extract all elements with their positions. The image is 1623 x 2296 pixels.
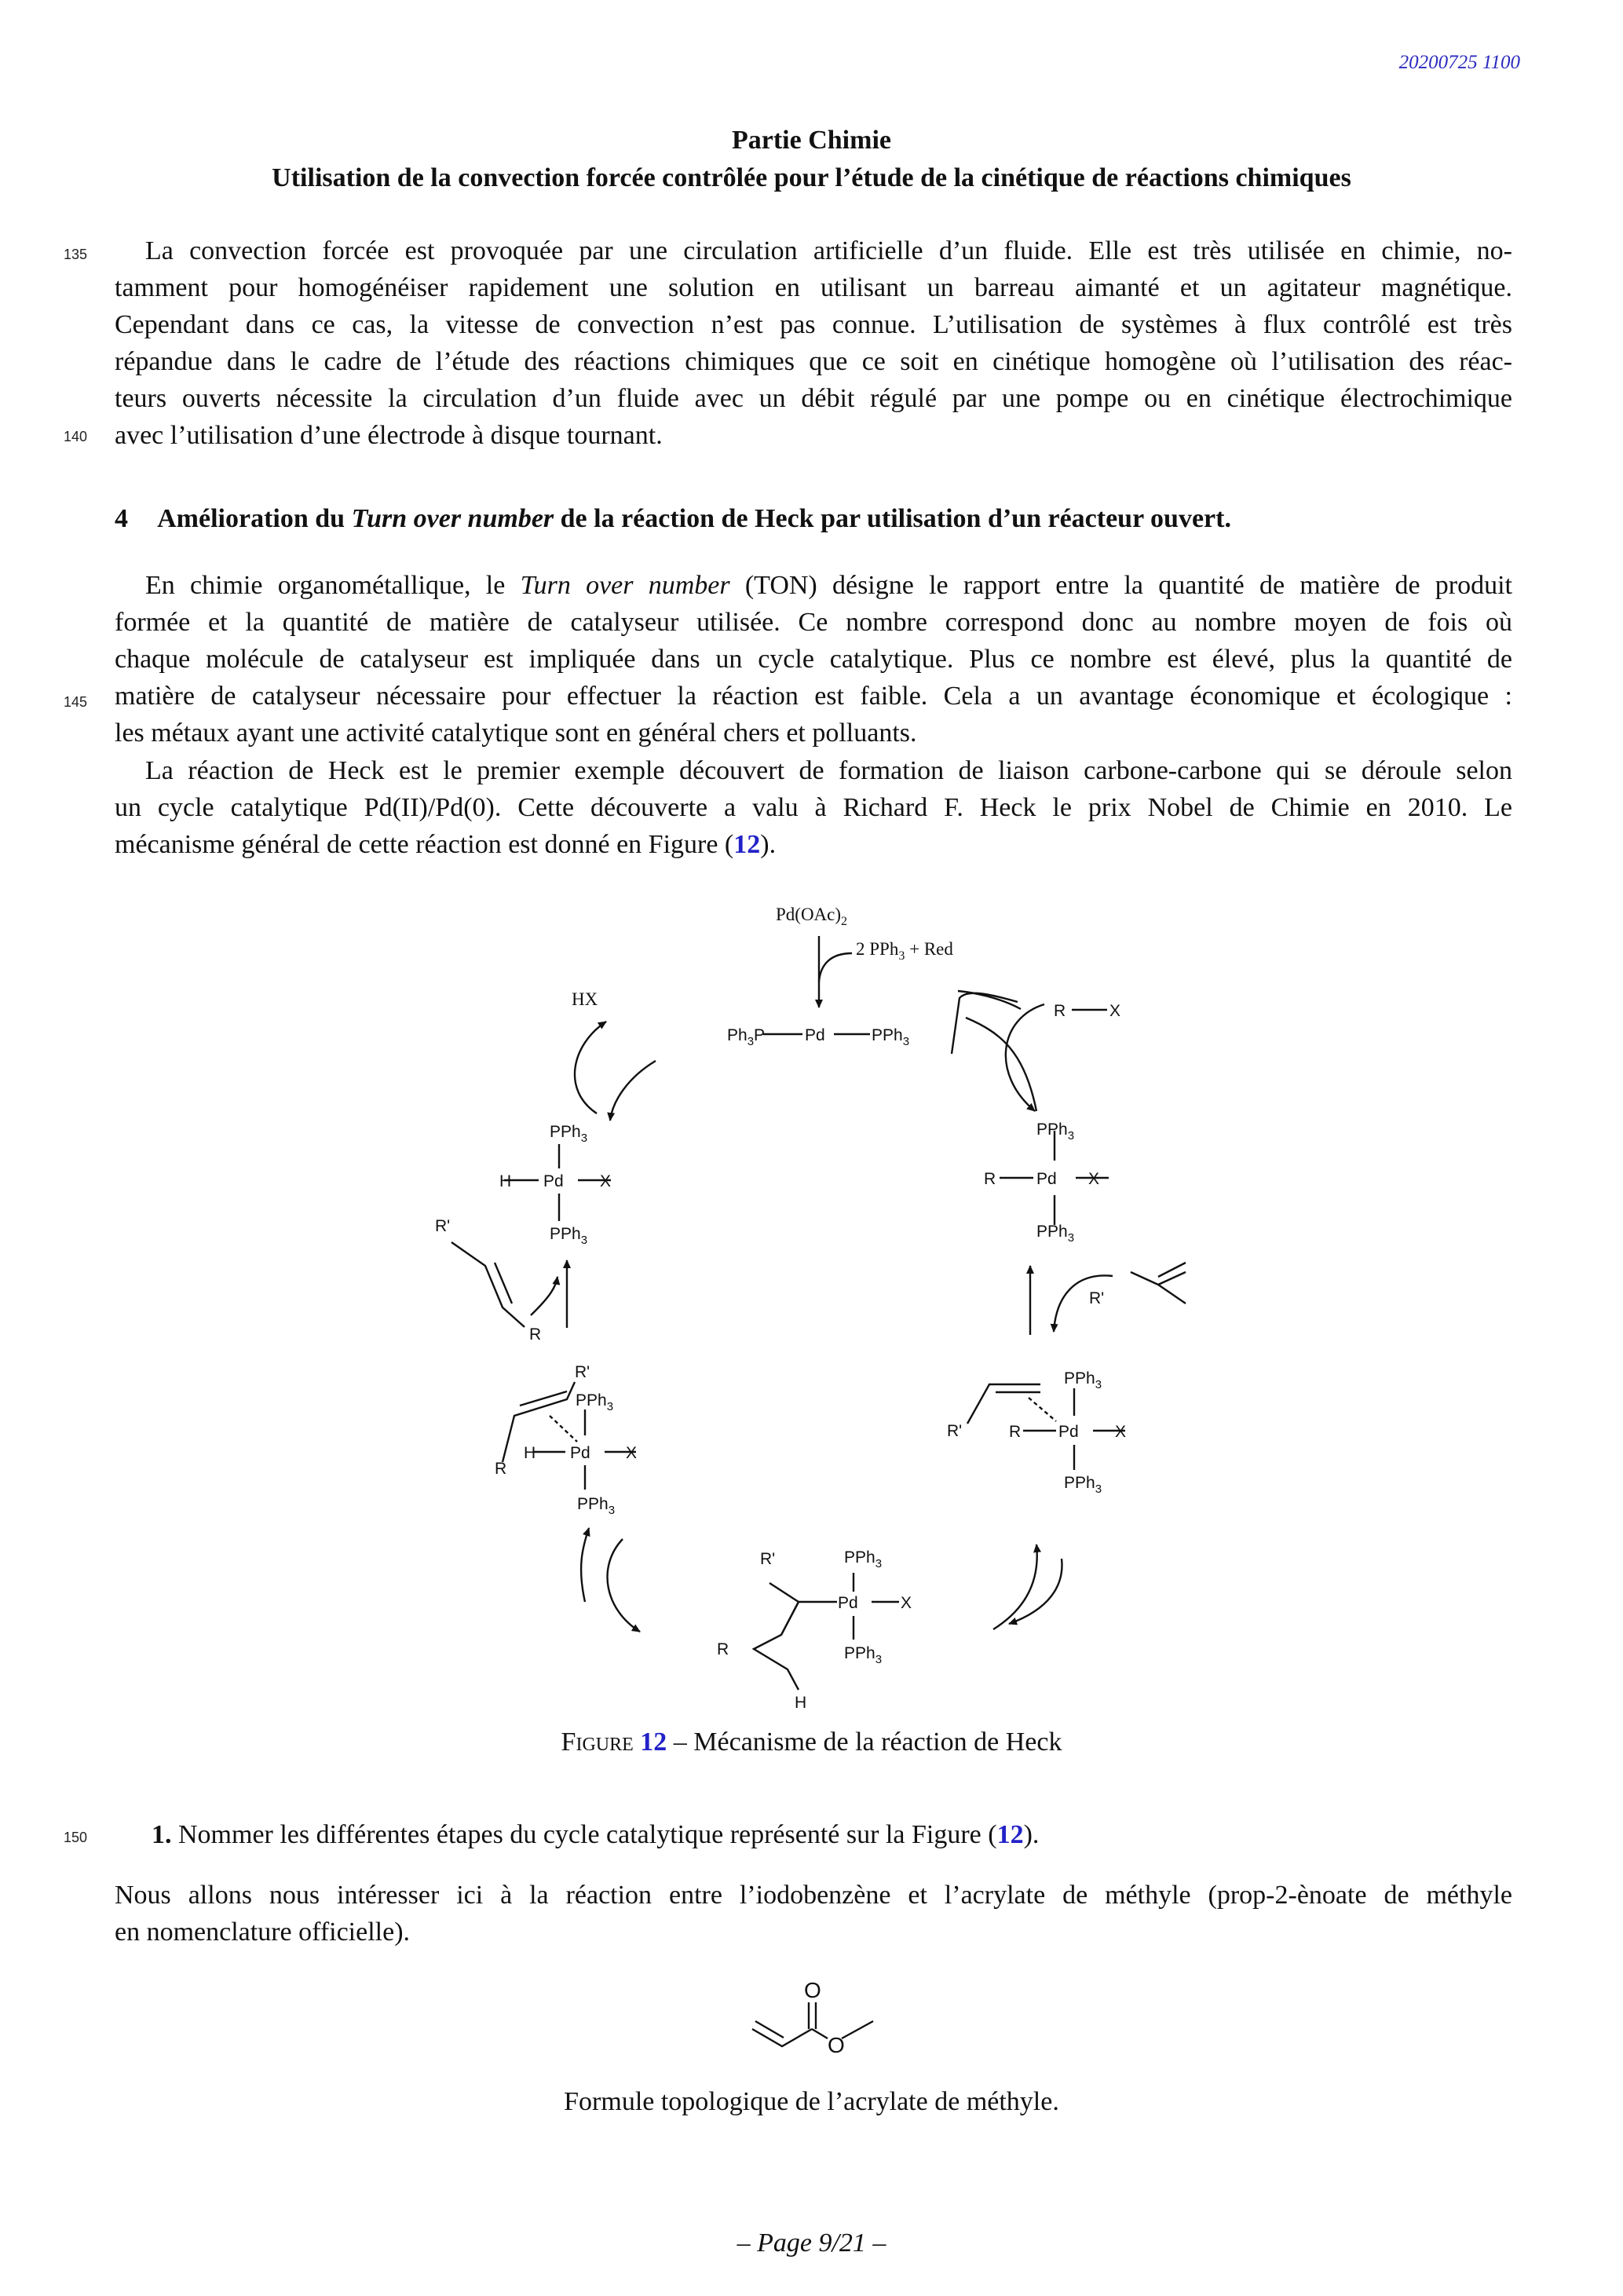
caption-text: – Mécanisme de la réaction de Heck xyxy=(667,1727,1062,1757)
line-number-145: 145 xyxy=(64,694,88,710)
ligand-label: PPh$_3$ xyxy=(1036,1121,1075,1143)
x-label: X xyxy=(600,1172,612,1190)
alkene-double-bond xyxy=(755,2021,784,2038)
heck-last-line: mécanisme général de cette réaction est donné en Figure ( xyxy=(115,830,734,859)
text-line: chaque molécule de catalyseur est impliquée dans un cycle catalytique. Plus ce nombre est élevé, plus la quantité de xyxy=(115,645,1512,674)
ton-term: Turn over number xyxy=(520,571,730,600)
product-release-arrow xyxy=(531,1277,557,1315)
alkene-double-bond xyxy=(520,1391,567,1406)
ligand-label: PPh$_3$ xyxy=(576,1391,614,1413)
part-subtitle: Utilisation de la convection forcée contrôlée pour l’étude de la cinétique de réactions chimiques xyxy=(272,163,1351,192)
palladium-label: Pd xyxy=(838,1594,858,1612)
x-label: X xyxy=(901,1594,912,1612)
text-line: en nomenclature officielle). xyxy=(115,1918,411,1947)
rprime-label: R' xyxy=(575,1363,590,1381)
methyl-acrylate-structure xyxy=(738,1979,895,2073)
question-number: 1. xyxy=(152,1820,172,1849)
r-label: R xyxy=(495,1460,507,1478)
cycle-arrow-bottom-right xyxy=(993,1545,1037,1629)
section-title-end: de la réaction de Heck par utilisation d’un réacteur ouvert. xyxy=(560,504,1231,533)
rprime-label: R' xyxy=(435,1217,451,1235)
bond-line xyxy=(812,2029,828,2038)
ligand-label: PPh$_3$ xyxy=(844,1644,883,1666)
x-label: X xyxy=(1115,1423,1127,1441)
oxygen-label: O xyxy=(804,1979,821,2002)
acrylate-paragraph xyxy=(115,1877,1512,1951)
cycle-arrow-top-right xyxy=(966,1018,1036,1111)
text-line: répandue dans le cadre de l’étude des réactions chimiques que ce soit en cinétique homogène où l’utilisation des réac- xyxy=(115,347,1512,376)
ligand-label: PPh$_3$ xyxy=(1064,1474,1102,1496)
text-line: un cycle catalytique Pd(II)/Pd(0). Cette découverte a valu à Richard F. Heck le prix Nobel de Chimie en 2010. Le xyxy=(115,793,1512,822)
rprime-label: R' xyxy=(947,1422,963,1440)
palladium-label: Pd xyxy=(805,1026,825,1044)
text-line: La convection forcée est provoquée par une circulation artificielle d’un fluide. Elle est très utilisée en chimie, no- xyxy=(145,236,1512,265)
section-title-italic: Turn over number xyxy=(351,504,554,533)
pi-complex-alkene xyxy=(967,1384,1040,1424)
ligand-label: $Ph_3P$ xyxy=(727,1026,766,1048)
part-title: Partie Chimie xyxy=(732,126,891,155)
ton-intro: En chimie organométallique, le xyxy=(145,571,506,600)
bond-line xyxy=(842,2021,873,2038)
palladium-label: Pd xyxy=(1036,1170,1057,1188)
figure-reference-link[interactable]: 12 xyxy=(733,830,761,859)
document-code: 20200725 1100 xyxy=(1398,52,1520,73)
cycle-arrow-bottom-left xyxy=(608,1539,640,1632)
palladium-label: Pd xyxy=(570,1444,590,1462)
ligand-label: PPh$_3$ xyxy=(1036,1223,1075,1245)
ligand-label: PPh$_3$ xyxy=(844,1548,883,1570)
product-alkene xyxy=(451,1242,525,1327)
rprime-label: R' xyxy=(1089,1289,1105,1307)
cycle-arrow-top-left xyxy=(610,1061,656,1121)
oxidative-addition-arrow xyxy=(1006,1004,1044,1111)
text-line: formée et la quantité de matière de catalyseur utilisée. Ce nombre correspond donc au nombre moyen de fois où xyxy=(115,608,1512,637)
precatalyst-label: $Pd(OAc)_2$ xyxy=(776,905,848,928)
caption-prefix: Figure xyxy=(561,1727,634,1757)
question-1 xyxy=(152,1820,1039,1850)
r-label: R xyxy=(1054,1002,1066,1020)
rprime-label: R' xyxy=(760,1550,776,1568)
text-line: avec l’utilisation d’une électrode à disque tournant. xyxy=(115,421,663,450)
ligand-label: PPh$_3$ xyxy=(577,1495,616,1517)
ton-definition: (TON) désigne le rapport entre la quantité de matière de produit xyxy=(744,571,1513,600)
r-label: R xyxy=(529,1325,542,1344)
question-text: Nommer les différentes étapes du cycle catalytique représenté sur la Figure ( xyxy=(171,1820,997,1849)
x-label: X xyxy=(1109,1002,1121,1020)
ligand-label: PPh$_3$ xyxy=(1064,1369,1102,1391)
text-line: La réaction de Heck est le premier exemple découvert de formation de liaison carbone-carbone qui se déroule selon xyxy=(145,756,1512,785)
pi-complex-alkene xyxy=(503,1382,575,1462)
x-label: X xyxy=(626,1444,638,1462)
pi-interaction xyxy=(1029,1398,1056,1421)
palladium-label: Pd xyxy=(543,1172,564,1190)
page-number: – Page 9/21 – xyxy=(737,2228,886,2258)
r-label: R xyxy=(1009,1423,1022,1441)
h-label: H xyxy=(524,1444,536,1462)
ligand-label: PPh$_3$ xyxy=(872,1026,910,1048)
h-label: H xyxy=(795,1694,807,1712)
alkyl-chain xyxy=(754,1583,799,1690)
caption-number: 12 xyxy=(640,1727,667,1757)
bond-line xyxy=(781,1602,799,1635)
figure-caption xyxy=(0,1727,1623,1757)
h-label: H xyxy=(499,1172,512,1190)
text-line: matière de catalyseur nécessaire pour effectuer la réaction est faible. Cela a un avantage économique et écologique : xyxy=(115,682,1512,711)
x-label: X xyxy=(1088,1170,1100,1188)
cycle-arrow-bottom-left xyxy=(581,1528,589,1602)
line-number-150: 150 xyxy=(64,1830,88,1845)
section-title-start: Amélioration du xyxy=(157,504,345,533)
ligand-label: PPh$_3$ xyxy=(550,1123,588,1145)
heck-last-line-end: ). xyxy=(760,830,777,859)
palladium-label: Pd xyxy=(1058,1423,1079,1441)
text-line: Nous allons nous intéresser ici à la réaction entre l’iodobenzène et l’acrylate de méthyle (prop-2-ènoate de méthyle xyxy=(115,1881,1512,1910)
structure-caption: Formule topologique de l’acrylate de méthyle. xyxy=(564,2087,1059,2116)
reagent-curve xyxy=(819,953,852,982)
hx-elimination-arrow xyxy=(575,1022,606,1113)
oxygen-label: O xyxy=(828,2033,845,2057)
pi-interaction xyxy=(550,1416,577,1442)
question-text-end: ). xyxy=(1023,1820,1040,1849)
text-line: teurs ouverts nécessite la circulation d’un fluide avec un débit régulé par une pompe ou en cinétique électrochimique xyxy=(115,384,1512,413)
line-number-140: 140 xyxy=(64,429,88,444)
text-line: les métaux ayant une activité catalytique sont en général chers et polluants. xyxy=(115,718,917,748)
ligand-label: PPh$_3$ xyxy=(550,1225,588,1247)
text-line: Cependant dans ce cas, la vitesse de convection n’est pas connue. L’utilisation de systèmes à flux contrôlé est très xyxy=(115,310,1512,339)
hx-label: HX xyxy=(572,989,598,1009)
figure-reference-link[interactable]: 12 xyxy=(996,1820,1024,1849)
reagent-label: 2 PPh$_3$ + Red xyxy=(856,939,953,963)
r-label: R xyxy=(717,1640,729,1658)
line-number-135: 135 xyxy=(64,247,88,262)
alkene-double-bond xyxy=(495,1263,512,1303)
section-number: 4 xyxy=(115,504,128,533)
text-line: tamment pour homogénéiser rapidement une solution en utilisant un barreau aimanté et un agitateur magnétique. xyxy=(115,273,1512,302)
r-label: R xyxy=(984,1170,996,1188)
